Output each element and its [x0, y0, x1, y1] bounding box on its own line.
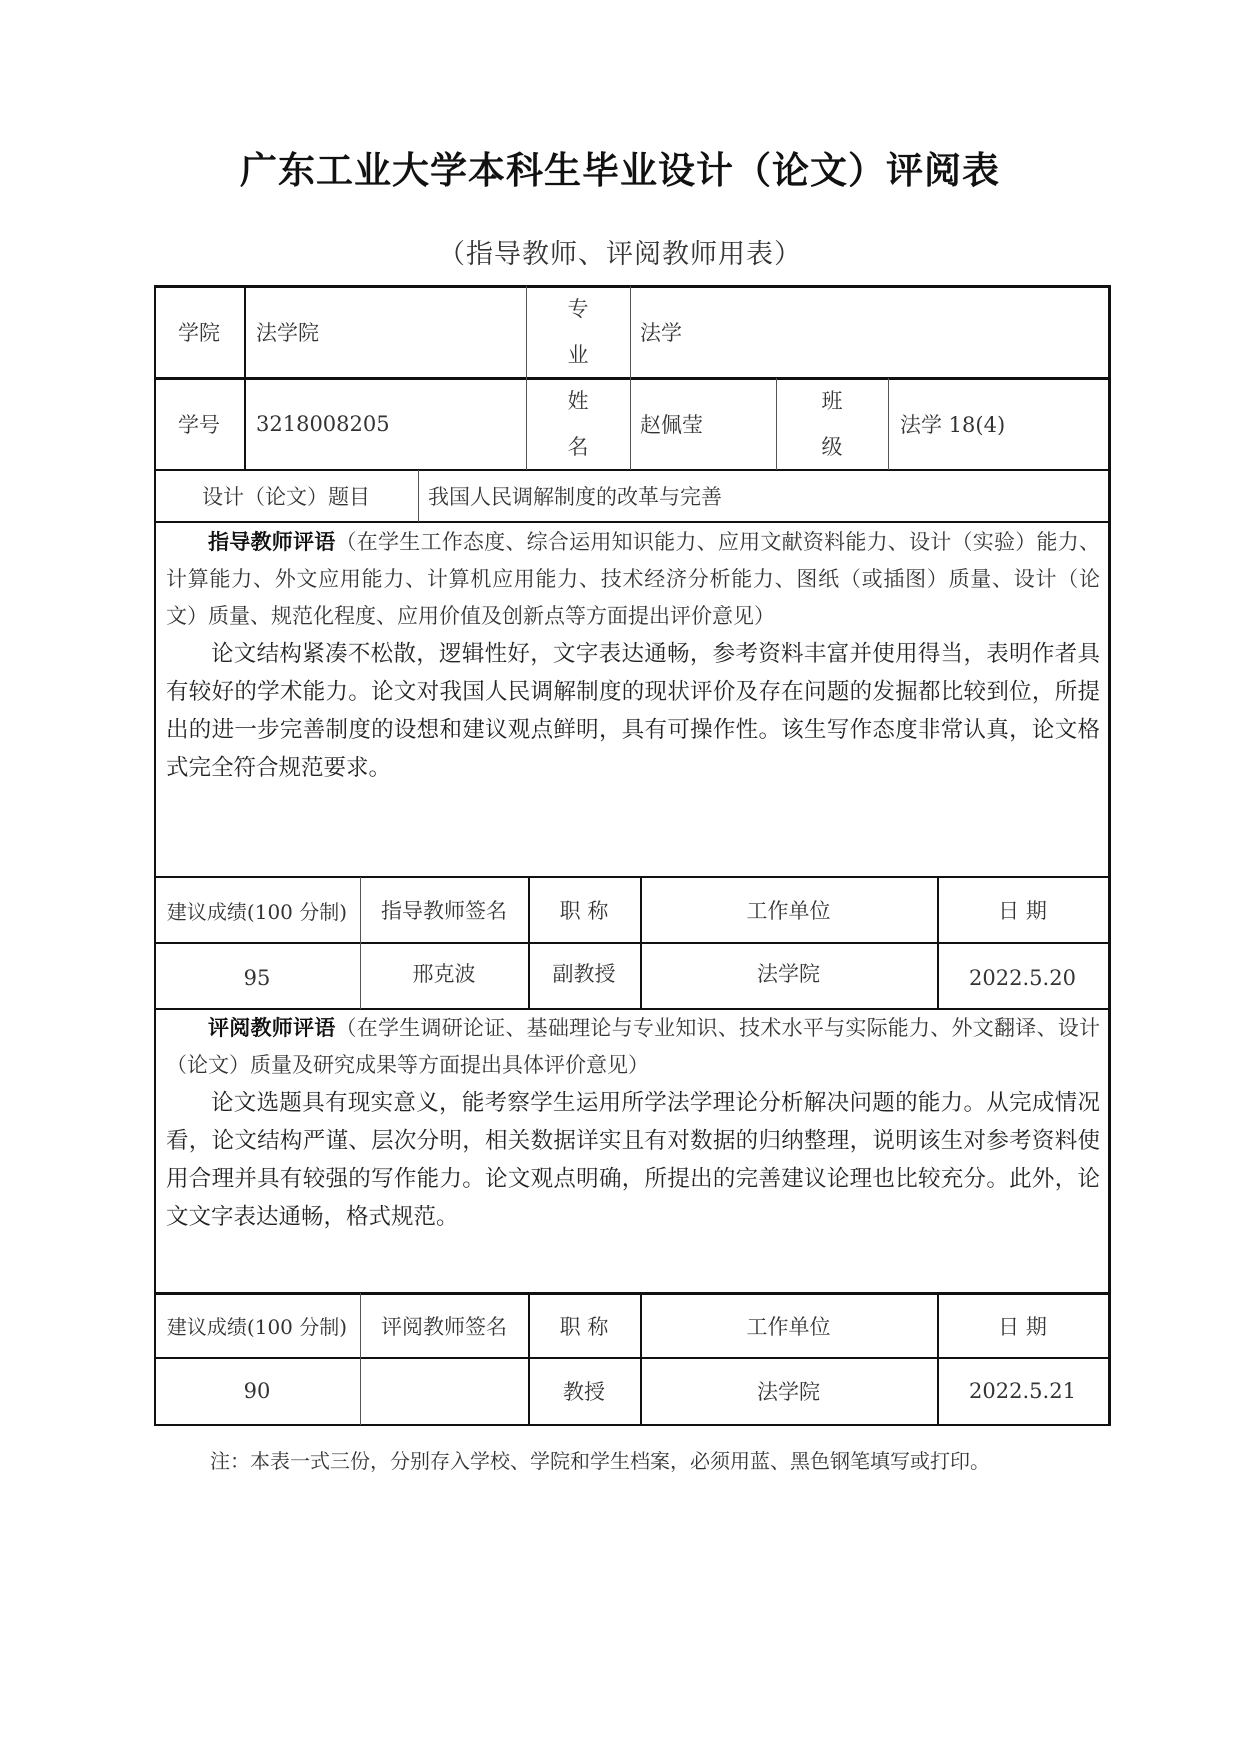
name-label-top: 姓	[567, 389, 589, 413]
reviewer-unit-header: 工作单位	[746, 1314, 831, 1339]
reviewer-score: 90	[243, 1379, 271, 1403]
name-value: 赵佩莹	[640, 413, 703, 437]
supervisor-date: 2022.5.20	[969, 966, 1076, 990]
supervisor-score: 95	[243, 966, 271, 990]
reviewer-score-header: 建议成绩(100 分制)	[166, 1315, 348, 1339]
supervisor-instructions: （在学生工作态度、综合运用知识能力、应用文献资料能力、设计（实验）能力、计算能力、外文应用能力、计算机应用能力、技术经济分析能力、图纸（或插图）质量、设计（论文）质量、规范化程度、应用价值及创新点等方面提出评价意见）	[166, 530, 1101, 628]
supervisor-signature-header: 指导教师签名	[381, 899, 507, 923]
major-label	[526, 286, 630, 378]
major-label-bottom: 业	[567, 343, 589, 367]
name-label	[526, 378, 630, 470]
page-title: 广东工业大学本科生毕业设计（论文）评阅表	[240, 149, 1000, 192]
thesis-title-value: 我国人民调解制度的改革与完善	[428, 485, 722, 509]
supervisor-title-header: 职 称	[559, 899, 609, 923]
supervisor-comment: 论文结构紧凑不松散，逻辑性好，文字表达通畅，参考资料丰富并使用得当，表明作者具有较好的学术能力。论文对我国人民调解制度的现状评价及存在问题的发掘都比较到位，所提出的进一步完善制度的设想和建议观点鲜明，具有可操作性。该生写作态度非常认真，论文格式完全符合规范要求。	[166, 641, 1100, 781]
reviewer-heading: 评阅教师评语	[208, 1016, 336, 1040]
reviewer-unit: 法学院	[757, 1380, 820, 1404]
reviewer-comment-section	[166, 1010, 1100, 1236]
reviewer-date-header: 日 期	[998, 1314, 1047, 1339]
reviewer-comment: 论文选题具有现实意义，能考察学生运用所学法学理论分析解决问题的能力。从完成情况看，论文结构严谨、层次分明，相关数据详实且有对数据的归纳整理，说明该生对参考资料使用合理并具有较强的写作能力。论文观点明确，所提出的完善建议论理也比较充分。此外，论文文字表达通畅，格式规范。	[166, 1090, 1100, 1230]
footer-note: 注：本表一式三份，分别存入学校、学院和学生档案，必须用蓝、黑色钢笔填写或打印。	[210, 1449, 990, 1473]
thesis-title-label: 设计（论文）题目	[202, 485, 370, 509]
class-value: 法学 18(4)	[900, 413, 1006, 437]
divider	[244, 286, 246, 470]
divider	[630, 286, 631, 470]
class-label	[776, 378, 888, 470]
class-label-top: 班	[821, 389, 843, 413]
reviewer-title: 教授	[563, 1380, 605, 1404]
college-label: 学院	[178, 321, 220, 345]
student-id-value: 3218008205	[256, 412, 390, 436]
major-value: 法学	[640, 321, 682, 345]
supervisor-comment-section	[166, 524, 1100, 787]
supervisor-score-header: 建议成绩(100 分制)	[166, 899, 348, 924]
student-id-label: 学号	[178, 413, 220, 437]
reviewer-instructions: （在学生调研论证、基础理论与专业知识、技术水平与实际能力、外文翻译、设计（论文）质量及研究成果等方面提出具体评价意见）	[166, 1016, 1101, 1077]
class-label-bottom: 级	[821, 435, 843, 459]
reviewer-signature	[360, 1358, 528, 1424]
supervisor-unit-header: 工作单位	[746, 899, 831, 923]
name-label-bottom: 名	[567, 435, 589, 459]
reviewer-date: 2022.5.21	[969, 1379, 1076, 1403]
supervisor-signature: 邢克波	[412, 962, 476, 986]
divider	[418, 470, 419, 522]
major-label-top: 专	[567, 297, 589, 321]
supervisor-title: 副教授	[552, 962, 616, 986]
divider	[154, 1424, 1111, 1426]
reviewer-title-header: 职 称	[559, 1314, 609, 1339]
page-subtitle: （指导教师、评阅教师用表）	[438, 239, 802, 270]
supervisor-heading: 指导教师评语	[208, 530, 336, 554]
supervisor-date-header: 日 期	[998, 899, 1047, 923]
reviewer-signature-header: 评阅教师签名	[381, 1314, 507, 1339]
college-value: 法学院	[256, 321, 319, 345]
divider	[888, 378, 889, 470]
supervisor-unit: 法学院	[757, 962, 820, 986]
